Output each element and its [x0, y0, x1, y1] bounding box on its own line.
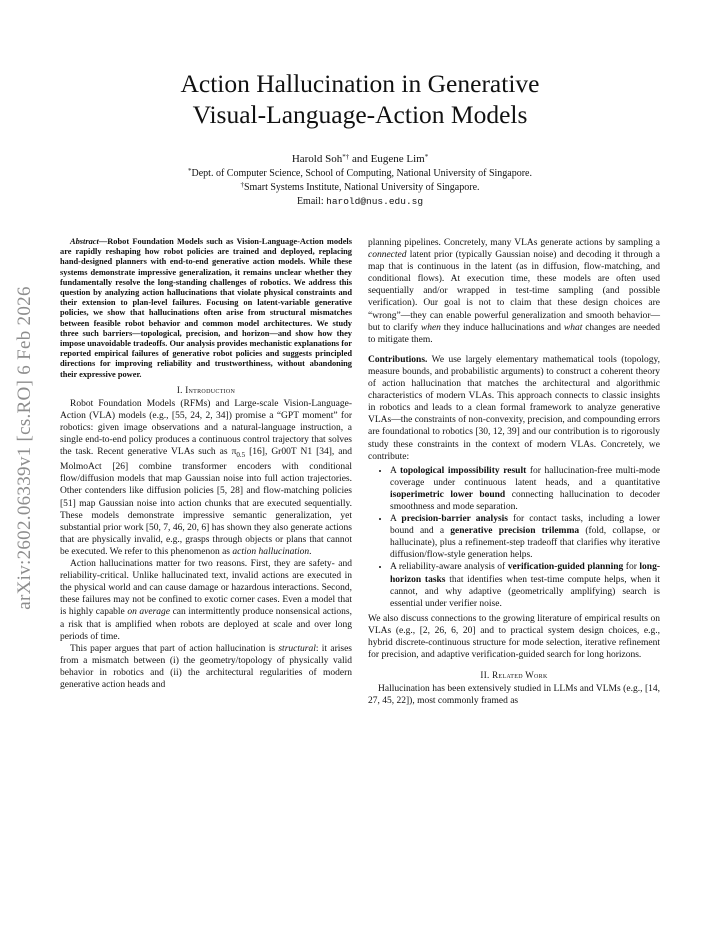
- email-line: Email: harold@nus.edu.sg: [296, 196, 424, 207]
- author-names: Harold Soh*† and Eugene Lim*: [291, 153, 429, 165]
- paper-title: [60, 68, 660, 130]
- arxiv-stamp: arXiv:2602.06339v1 [cs.RO] 6 Feb 2026: [14, 286, 36, 610]
- list-item: • A reliability-aware analysis of verification-guided planning for long-horizon tasks that identifies when test-time compute helps, when it cannot, and why adaptive (geometrically amplifying) search is essential under verifier noise.: [390, 561, 660, 609]
- section-heading-related-work: II. Related Work: [480, 670, 548, 681]
- left-column: [60, 237, 352, 691]
- contributions-label: Contributions.: [368, 354, 428, 365]
- email-link[interactable]: harold@nus.edu.sg: [326, 196, 424, 207]
- intro-paragraph-2: Action hallucinations matter for two reasons. First, they are safety- and reliability-critical. Unlike hallucinated text, invalid actions are executed in the physical world and can cause damage or hazardous interactions. Second, these failures may not be confined to exotic corner cases. Even a model that is highly capable on average can intermittently produce nonsensical actions, a risk that is amplified when robots are deployed at scale and over long periods of time.: [60, 559, 352, 642]
- contributions-text: We use largely elementary mathematical tools (topology, measure bounds, and probabilistic arguments) to construct a coherent theory of action hallucination that matches the architectural and algorithmic characteristics of modern VLAs. This approach connects to classic insights in robotics and leads to a clean formal framework to analyze generative VLAs—the constraints of non-convexity, precision, and compounding errors are foundational to robotics [30, 12, 39] and our contribution is to rigorously study these constraints in the context of modern VLAs. Concretely, we contribute:: [368, 354, 660, 462]
- affiliation-2: †Smart Systems Institute, National University of Singapore.: [240, 181, 480, 193]
- related-work-paragraph: Hallucination has been extensively studied in LLMs and VLMs (e.g., [14, 27, 45, 22]), most commonly framed as: [368, 684, 660, 707]
- contributions-paragraph: [368, 354, 660, 463]
- right-column: [368, 237, 660, 707]
- author-block: [60, 152, 660, 209]
- title-line-1: Action Hallucination in Generative: [180, 69, 540, 98]
- section-heading-introduction: I. Introduction: [176, 384, 236, 395]
- contributions-closing: We also discuss connections to the growing literature of empirical results on VLAs (e.g., [2, 26, 6, 20] and to practical system design choices, e.g., hybrid discrete-continuous structure for mode selection, iterative refinement for precision, and adaptive verification-guided search for long horizons.: [368, 613, 660, 661]
- list-item: • A topological impossibility result for hallucination-free multi-mode coverage under continuous latent heads, and a quantitative isoperimetric lower bound connecting hallucination to decoder smoothness and mode separation.: [390, 465, 660, 513]
- list-item: • A precision-barrier analysis for contact tasks, including a lower bound and a generative precision trilemma (fold, collapse, or hallucinate), plus a refinement-step tradeoff that clarifies why iterative diffusion/flow-style generation helps.: [390, 513, 660, 561]
- intro-paragraph-1: Robot Foundation Models (RFMs) and Large-scale Vision-Language-Action (VLA) models (e.g., [55, 24, 2, 34]) promise a “GPT moment” for robotics: given image observations and a natural-language instruction, a single end-to-end policy produces a continuous control trajectory that solves the task. Recent generative VLAs such as $\pi_{0.5}$ [16], Gr00T N1 [34], and MolmoAct [26] combine transformer encoders with conditional flow/diffusion models that map Gaussian noise into full action trajectories. Other contenders like diffusion policies [5, 28] and flow-matching policies [51] map Gaussian noise into action chunks that are executed sequentially. These models demonstrate impressive semantic generalization, yet substantial prior work [50, 7, 46, 20, 6] has shown they also generate actions that are physically invalid, e.g., grasps through objects or plans that cannot be executed. We refer to this phenomenon as action hallucination.: [60, 398, 352, 557]
- contributions-list: [368, 465, 660, 610]
- abstract: Abstract—Robot Foundation Models such as Vision-Language-Action models are rapidly reshaping how robot policies are trained and deployed, replacing hand-designed planners with end-to-end generative action models. While these systems demonstrate impressive generalization, it remains unclear whether they fundamentally resolve the long-standing challenges of robotics. We address this question by analyzing action hallucinations that violate physical constraints and their extension to plan-level failures. Focusing on latent-variable generative policies, we show that hallucinations often arise from structural mismatches between feasible robot behavior and common model architectures. We study three such barriers—topological, precision, and horizon—and show how they impose unavoidable tradeoffs. Our analysis provides mechanistic explanations for reported empirical failures of generative robot policies and suggests principled directions for improving reliability and trustworthiness, without abandoning their expressive power.: [60, 237, 352, 379]
- intro-paragraph-3-continued: planning pipelines. Concretely, many VLAs generate actions by sampling a connected latent prior (typically Gaussian noise) and decoding it through a map that is continuous in the latent (as in diffusion, flow-matching, and conditional flows). At execution time, these models are often used sequentially and/or wrapped in test-time sampling (and possible verification). Our goal is not to claim that these design choices are “wrong”—they can enable powerful generalization and smooth behavior—but to clarify when they induce hallucinations and what changes are needed to mitigate them.: [368, 238, 660, 345]
- affiliation-1: *Dept. of Computer Science, School of Computing, National University of Singapore.: [188, 167, 532, 179]
- title-line-2: Visual-Language-Action Models: [192, 100, 528, 129]
- intro-paragraph-3: This paper argues that part of action hallucination is structural: it arises from a mismatch between (i) the geometry/topology of physically valid behavior in robotics and (ii) the architectural regularities of modern generative action heads and: [60, 643, 352, 690]
